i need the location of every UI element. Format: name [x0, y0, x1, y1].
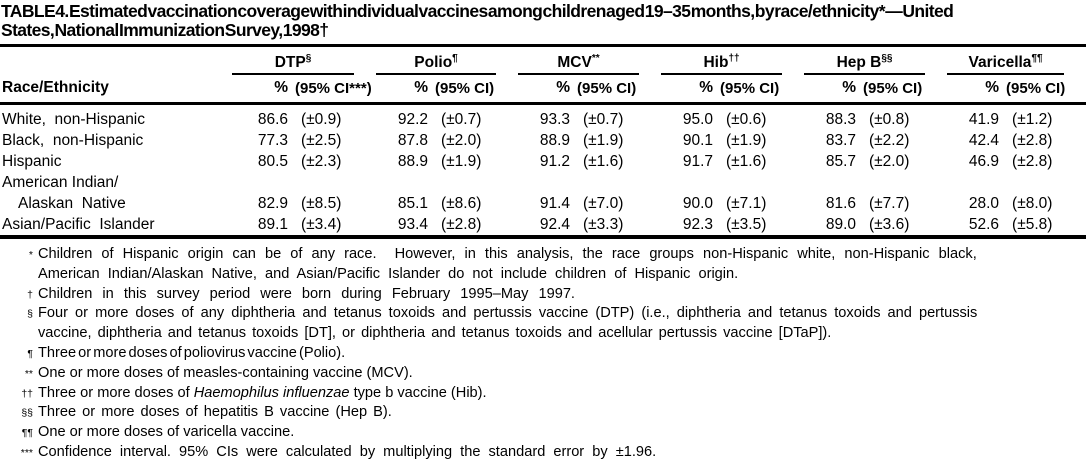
value-pct: 85.1	[397, 194, 428, 212]
group-label-dtp: DTP	[274, 54, 306, 71]
value-ci: (±0.7)	[441, 110, 482, 128]
ci-header-hib: (95% CI)	[713, 75, 804, 104]
footnote	[0, 423, 1086, 443]
footnote-text: Four or more doses of any diphtheria and tetanus toxoids and pertussis vaccine (DTP) (i.e., diphtheria and tetanus toxoids and pertussis	[38, 305, 978, 322]
table-title-line1: TABLE 4. Estimated vaccination coverage with individual vaccines among children aged 19–35 months, by race/ethnicity* — United	[1, 1, 954, 21]
value-ci: (±3.3)	[570, 214, 661, 237]
footnote-marker-ref: §§	[881, 52, 893, 64]
table-title	[0, 0, 1086, 44]
footnote-marker-ref: §	[305, 52, 312, 64]
footnote-text: One or more doses of varicella vaccine.	[38, 424, 295, 441]
value-pct: 89.1	[232, 214, 288, 237]
value-ci: (±0.7)	[583, 110, 624, 128]
column-group-polio	[376, 47, 518, 75]
value-ci: (±1.9)	[441, 152, 482, 170]
value-pct: 41.9	[968, 110, 1000, 128]
value-ci: (±3.4)	[288, 214, 376, 237]
value-pct: 91.4	[539, 194, 571, 212]
footnote-marker: ***	[20, 446, 33, 459]
value-pct: 83.7	[825, 131, 857, 149]
value-ci: (±2.2)	[869, 131, 910, 149]
group-label-hepb: Hep B	[836, 54, 882, 71]
table-title-line2: States, National Immunization Survey, 1998†	[1, 20, 329, 40]
value-pct: 90.0	[682, 194, 714, 212]
value-ci: (±7.0)	[583, 194, 624, 212]
value-pct: 86.6	[257, 110, 288, 128]
table-row	[0, 214, 1086, 237]
footnote-marker: ††	[21, 387, 33, 400]
value-pct: 85.7	[825, 152, 857, 170]
value-ci: (±0.6)	[726, 110, 767, 128]
value-ci: (±2.5)	[301, 131, 342, 149]
footnote-text: One or more doses of measles-containing vaccine (MCV).	[38, 364, 413, 381]
value-pct: 77.3	[257, 131, 288, 149]
value-ci: (±1.6)	[583, 152, 624, 170]
column-group-mcv	[518, 47, 661, 75]
value-pct: 28.0	[968, 194, 1000, 212]
value-pct: 93.4	[376, 214, 428, 237]
footnote-text: Three or more doses of	[38, 384, 194, 401]
group-header-row	[0, 47, 1086, 75]
value-pct: 95.0	[682, 110, 714, 128]
group-label-mcv: MCV	[557, 54, 592, 71]
value-ci: (±2.8)	[1012, 131, 1053, 149]
value-pct: 89.0	[804, 214, 856, 237]
footnote-text: Three or more doses of hepatitis B vaccine (Hep B).	[38, 404, 392, 421]
footnote-text: Three or more doses of poliovirus vaccine (Polio).	[38, 344, 346, 361]
value-pct: 81.6	[825, 194, 857, 212]
value-pct: 90.1	[682, 131, 714, 149]
value-ci: (±8.0)	[1012, 194, 1053, 212]
footnote-marker: *	[28, 249, 33, 261]
ci-header-dtp: (95% CI***)	[288, 75, 376, 104]
footnote	[0, 364, 1086, 384]
value-ci: (±1.2)	[1012, 110, 1053, 128]
value-pct: 92.3	[661, 214, 713, 237]
value-ci: (±3.6)	[856, 214, 947, 237]
footnote	[0, 384, 1086, 404]
footnote	[0, 285, 1086, 305]
table-row	[0, 193, 1086, 214]
group-label-polio: Polio	[414, 54, 453, 71]
value-ci: (±0.8)	[869, 110, 910, 128]
pct-header-varicella: %	[947, 75, 999, 104]
value-pct: 82.9	[257, 194, 288, 212]
footnote-marker-ref: ¶¶	[1031, 52, 1043, 64]
footnote-marker-ref: ¶	[452, 52, 458, 64]
footnote-marker-ref: ††	[728, 52, 740, 64]
footnote	[0, 304, 1086, 344]
value-ci: (±7.7)	[869, 194, 910, 212]
footnote-text: Children of Hispanic origin can be of any race. However, in this analysis, the race groups non-Hispanic white, non-Hispanic black,	[38, 246, 977, 262]
ci-header-varicella: (95% CI)	[999, 75, 1086, 104]
footnote-text-italic: Haemophilus influenzae	[193, 384, 350, 401]
table-row	[0, 130, 1086, 151]
race-label: Alaskan Native	[18, 194, 126, 212]
value-ci: (±7.1)	[726, 194, 767, 212]
value-pct: 42.4	[968, 131, 1000, 149]
footnote-text: type b vaccine (Hib).	[349, 384, 487, 401]
column-group-hib	[661, 47, 804, 75]
group-label-varicella: Varicella	[968, 54, 1032, 71]
value-pct: 87.8	[397, 131, 428, 149]
value-ci: (±2.3)	[301, 152, 342, 170]
footnote	[0, 245, 1086, 285]
pct-header-polio: %	[376, 75, 428, 104]
table-row	[0, 172, 1086, 193]
footnote-marker: §§	[21, 407, 33, 420]
footnote-marker-ref: **	[591, 52, 600, 64]
race-label: Asian/Pacific Islander	[0, 214, 232, 237]
footnote	[0, 443, 1086, 463]
value-ci: (±5.8)	[999, 214, 1086, 237]
footnote-text: Children in this survey period were born during February 1995–May 1997.	[38, 285, 575, 302]
value-ci: (±1.6)	[726, 152, 767, 170]
value-ci: (±2.8)	[1012, 152, 1053, 170]
table-row	[0, 151, 1086, 172]
ci-header-polio: (95% CI)	[428, 75, 518, 104]
race-label: American Indian/	[2, 173, 119, 191]
footnote-marker: †	[27, 288, 33, 301]
column-group-varicella	[947, 47, 1086, 75]
column-group-dtp	[232, 47, 376, 75]
race-label: White, non-Hispanic	[2, 110, 146, 128]
value-ci: (±1.9)	[726, 131, 767, 149]
race-label: Hispanic	[2, 152, 62, 170]
empty-cells	[232, 172, 1086, 193]
footnote-marker: ¶	[27, 347, 33, 360]
footnotes-section	[0, 239, 1086, 463]
footnote-text: Confidence interval. 95% CIs were calculated by multiplying the standard error by ±1.96.	[38, 443, 657, 460]
value-pct: 92.4	[518, 214, 570, 237]
footnote	[0, 403, 1086, 423]
value-ci: (±8.6)	[441, 194, 482, 212]
value-pct: 80.5	[257, 152, 288, 170]
column-group-hepb	[804, 47, 947, 75]
value-pct: 88.9	[397, 152, 428, 170]
ci-header-hepb: (95% CI)	[856, 75, 947, 104]
value-pct: 93.3	[539, 110, 571, 128]
value-pct: 88.3	[825, 110, 857, 128]
value-ci: (±2.0)	[869, 152, 910, 170]
race-ethnicity-column-header: Race/Ethnicity	[0, 47, 232, 104]
footnote-marker: ¶¶	[21, 427, 33, 440]
value-ci: (±3.5)	[713, 214, 804, 237]
ci-header-mcv: (95% CI)	[570, 75, 661, 104]
race-label: Black, non-Hispanic	[2, 131, 144, 149]
footnote-marker: **	[24, 367, 33, 380]
table-row	[0, 104, 1086, 131]
footnote-text: vaccine, diphtheria and tetanus toxoids [DT], or diphtheria and tetanus toxoids and acellular pertussis vaccine [DTaP]).	[38, 325, 832, 342]
group-label-hib: Hib	[703, 54, 729, 71]
pct-header-hib: %	[661, 75, 713, 104]
value-pct: 46.9	[968, 152, 1000, 170]
value-ci: (±8.5)	[301, 194, 342, 212]
value-ci: (±0.9)	[301, 110, 342, 128]
value-pct: 91.2	[539, 152, 571, 170]
pct-header-mcv: %	[518, 75, 570, 104]
value-pct: 88.9	[539, 131, 571, 149]
value-ci: (±2.8)	[428, 214, 518, 237]
pct-header-dtp: %	[232, 75, 288, 104]
pct-header-hepb: %	[804, 75, 856, 104]
footnote	[0, 344, 1086, 364]
value-ci: (±1.9)	[583, 131, 624, 149]
footnote-text: American Indian/Alaskan Native, and Asian/Pacific Islander do not include children of Hispanic origin.	[38, 265, 739, 282]
value-pct: 91.7	[682, 152, 714, 170]
value-pct: 52.6	[947, 214, 999, 237]
footnote-marker: §	[27, 308, 33, 321]
value-ci: (±2.0)	[441, 131, 482, 149]
value-pct: 92.2	[397, 110, 428, 128]
vaccination-coverage-table	[0, 47, 1086, 239]
